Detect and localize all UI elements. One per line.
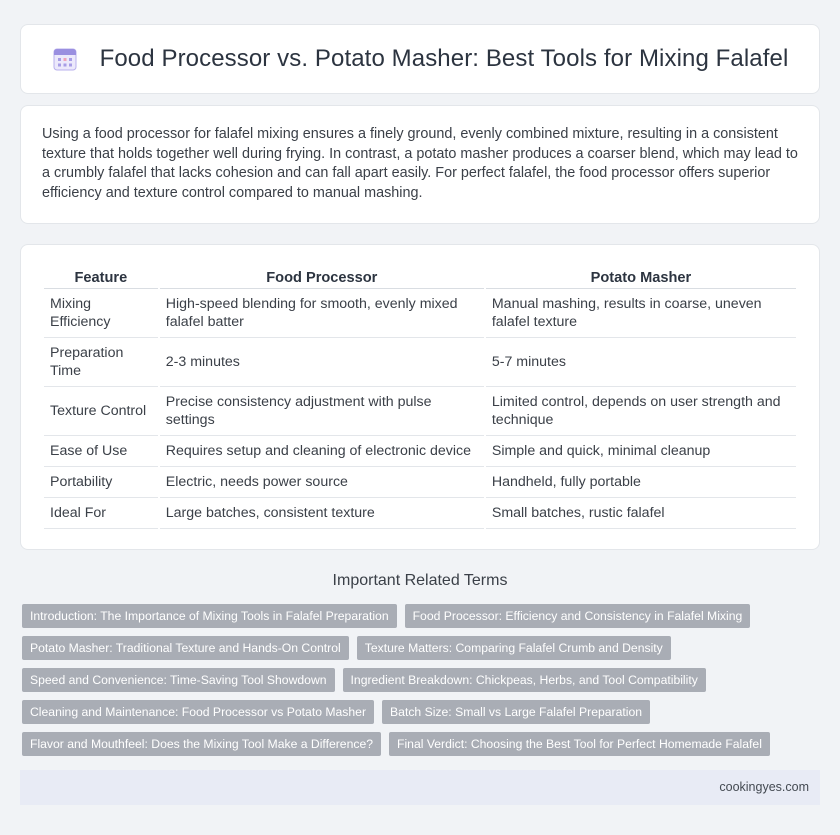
table-cell: Manual mashing, results in coarse, uneven falafel texture [486, 289, 796, 338]
table-cell: Simple and quick, minimal cleanup [486, 436, 796, 467]
table-row [44, 387, 796, 436]
table-cell: High-speed blending for smooth, evenly mixed falafel batter [160, 289, 484, 338]
header-feature: Feature [44, 265, 158, 289]
table-row [44, 289, 796, 338]
table-cell: Ideal For [44, 498, 158, 529]
related-term-tag[interactable]: Final Verdict: Choosing the Best Tool for Perfect Homemade Falafel [389, 732, 770, 756]
related-term-tag[interactable]: Ingredient Breakdown: Chickpeas, Herbs, and Tool Compatibility [343, 668, 706, 692]
related-term-tag[interactable]: Food Processor: Efficiency and Consistency in Falafel Mixing [405, 604, 751, 628]
intro-card [20, 105, 820, 224]
header-card [20, 24, 820, 94]
table-row [44, 467, 796, 498]
footer [20, 770, 820, 805]
related-term-tag[interactable]: Introduction: The Importance of Mixing Tools in Falafel Preparation [22, 604, 397, 628]
comparison-table-card [20, 244, 820, 550]
related-terms-list [22, 604, 822, 764]
tag-row [22, 732, 822, 756]
calendar-icon [52, 46, 78, 72]
table-row [44, 498, 796, 529]
table-row [44, 338, 796, 387]
table-cell: Electric, needs power source [160, 467, 484, 498]
table-cell: Precise consistency adjustment with pulse settings [160, 387, 484, 436]
table-cell: 5-7 minutes [486, 338, 796, 387]
table-cell: Large batches, consistent texture [160, 498, 484, 529]
header-potato-masher: Potato Masher [486, 265, 796, 289]
table-cell: Mixing Efficiency [44, 289, 158, 338]
footer-site-link[interactable]: cookingyes.com [719, 780, 809, 794]
table-cell: Small batches, rustic falafel [486, 498, 796, 529]
related-terms-title: Important Related Terms [332, 572, 508, 589]
tag-row [22, 700, 822, 724]
comparison-table [42, 265, 798, 529]
related-term-tag[interactable]: Speed and Convenience: Time-Saving Tool Showdown [22, 668, 335, 692]
tag-row [22, 668, 822, 692]
related-term-tag[interactable]: Potato Masher: Traditional Texture and Hands-On Control [22, 636, 349, 660]
tag-row [22, 636, 822, 660]
table-cell: Ease of Use [44, 436, 158, 467]
related-term-tag[interactable]: Batch Size: Small vs Large Falafel Preparation [382, 700, 650, 724]
page-title: Food Processor vs. Potato Masher: Best Tools for Mixing Falafel [99, 45, 789, 72]
table-cell: Portability [44, 467, 158, 498]
tag-row [22, 604, 822, 628]
related-term-tag[interactable]: Flavor and Mouthfeel: Does the Mixing Tool Make a Difference? [22, 732, 381, 756]
related-term-tag[interactable]: Cleaning and Maintenance: Food Processor vs Potato Masher [22, 700, 374, 724]
table-cell: Limited control, depends on user strength and technique [486, 387, 796, 436]
table-cell: Texture Control [44, 387, 158, 436]
related-term-tag[interactable]: Texture Matters: Comparing Falafel Crumb and Density [357, 636, 671, 660]
table-cell: Preparation Time [44, 338, 158, 387]
header-food-processor: Food Processor [160, 265, 484, 289]
table-cell: 2-3 minutes [160, 338, 484, 387]
table-row [44, 436, 796, 467]
table-cell: Handheld, fully portable [486, 467, 796, 498]
table-header-row [44, 265, 796, 289]
table-cell: Requires setup and cleaning of electronic device [160, 436, 484, 467]
intro-paragraph: Using a food processor for falafel mixing ensures a finely ground, evenly combined mixture, resulting in a consistent texture that holds together well during frying. In contrast, a potato masher produces a coarser blend, which may lead to a crumbly falafel that lacks cohesion and can fall apart easily. For perfect falafel, the food processor offers superior efficiency and texture control compared to manual mashing. [42, 126, 798, 201]
